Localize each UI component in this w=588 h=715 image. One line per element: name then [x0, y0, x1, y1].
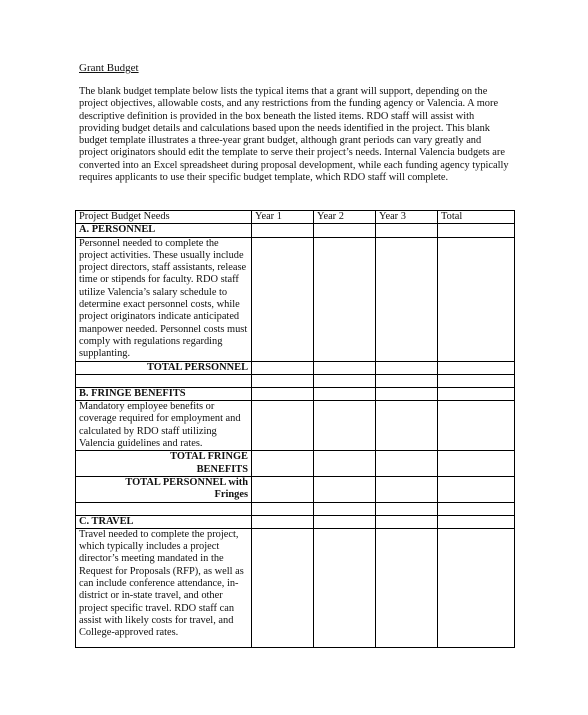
- section-row-personnel: [76, 224, 515, 237]
- document-heading: Grant Budget: [79, 62, 139, 74]
- description-row-personnel: [76, 237, 515, 361]
- description-row-fringe: [76, 401, 515, 451]
- spacer-row: [76, 374, 515, 387]
- header-total: Total: [438, 211, 515, 224]
- header-year-1: Year 1: [252, 211, 314, 224]
- total-row-personnel-with-fringes: [76, 476, 515, 502]
- intro-paragraph: The blank budget template below lists the typical items that a grant will support, depending on the project objectives, allowable costs, and any restrictions from the funding agency or Valencia. A more descriptive definition is provided in the box beneath the listed items. RDO staff will assist with providing budget details and calculations based upon the needs identified in the project. This blank budget template illustrates a three-year grant budget, although grant periods can vary greatly and project originators should edit the template to serve their project’s needs. Internal Valencia budgets are converted into an Excel spreadsheet during proposal development, while each funding agency typically requires applicants to use their specific budget template, which RDO staff will complete.: [79, 86, 509, 184]
- section-title-travel: C. TRAVEL: [76, 515, 252, 528]
- budget-table: [75, 210, 515, 648]
- section-title-fringe: B. FRINGE BENEFITS: [76, 387, 252, 400]
- section-title-personnel: A. PERSONNEL: [76, 224, 252, 237]
- total-row-fringe: [76, 451, 515, 477]
- total-label-fringe: TOTAL FRINGE BENEFITS: [76, 451, 252, 477]
- header-year-3: Year 3: [376, 211, 438, 224]
- total-row-personnel: [76, 361, 515, 374]
- total-label-personnel: TOTAL PERSONNEL: [76, 361, 252, 374]
- description-personnel: Personnel needed to complete the project activities. These usually include project directors, staff assistants, release time or stipends for faculty. RDO staff utilize Valencia’s salary schedule to determine exact personnel costs, while project originators indicate anticipated manpower needed. Personnel costs must comply with regulations regarding supplanting.: [76, 237, 252, 361]
- header-year-2: Year 2: [314, 211, 376, 224]
- table-header-row: [76, 211, 515, 224]
- description-row-travel: [76, 528, 515, 647]
- section-row-fringe: [76, 387, 515, 400]
- total-label-personnel-with-fringes: TOTAL PERSONNEL with Fringes: [76, 476, 252, 502]
- section-row-travel: [76, 515, 515, 528]
- header-budget-needs: Project Budget Needs: [76, 211, 252, 224]
- description-travel: Travel needed to complete the project, which typically includes a project director’s meeting mandated in the Request for Proposals (RFP), as well as can include conference attendance, in-district or in-state travel, and other project specific travel. RDO staff can assist with likely costs for travel, and College-approved rates.: [76, 528, 252, 647]
- description-fringe: Mandatory employee benefits or coverage required for employment and calculated by RDO staff utilizing Valencia guidelines and rates.: [76, 401, 252, 451]
- spacer-row: [76, 502, 515, 515]
